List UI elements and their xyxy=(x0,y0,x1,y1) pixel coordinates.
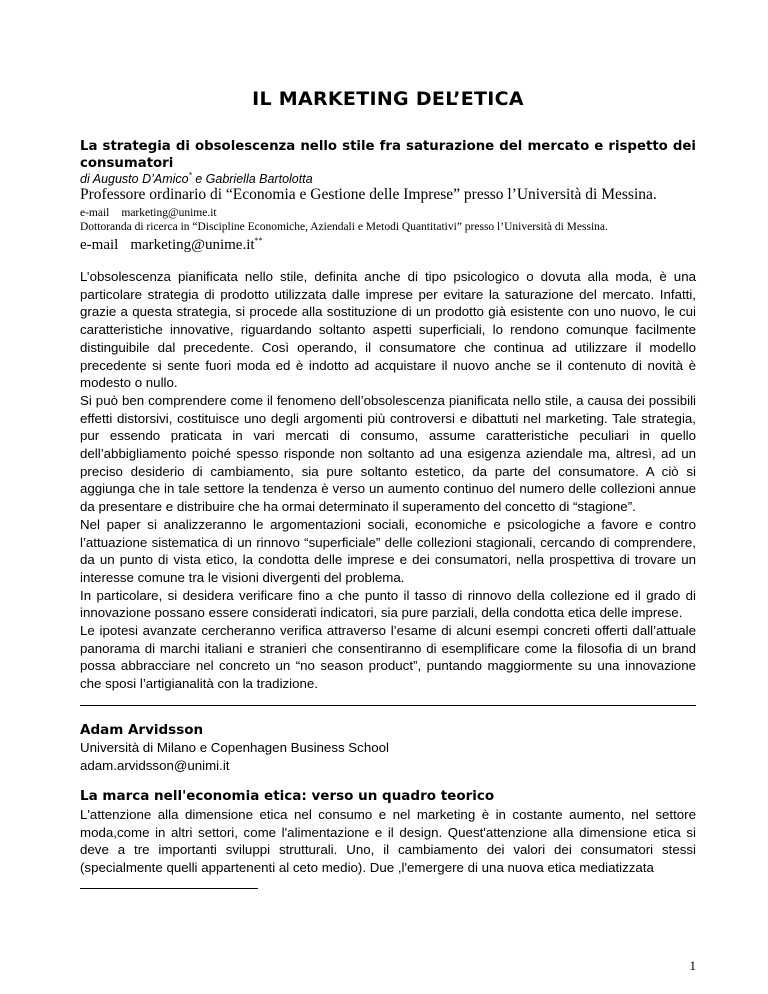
authors-first: di Augusto D’Amico xyxy=(80,172,189,187)
section-title: La marca nell'economia etica: verso un quadro teorico xyxy=(80,788,495,804)
footnote-marker-1: * xyxy=(188,171,192,180)
affiliation-1: Professore ordinario di “Economia e Gestione delle Imprese” presso l’Università di Messina. xyxy=(80,186,657,203)
abstract-paragraph: Le ipotesi avanzate cercheranno verifica attraverso l’esame di alcuni esempi concreti offerti dall’attuale panorama di marchi italiani e stranieri che consentiranno di esemplificare come la filosofia di un brand possa abbracciare nel concreto un “no season product”, puntando maggiormente su una innovazione che sposi l’artigianalità con la tradizione. xyxy=(80,623,696,692)
section-body: L'attenzione alla dimensione etica nel consumo e nel marketing è in costante aumento, nel settore moda,come in altri settori, come l'alimentazione e il design. Quest'attenzione alla dimensione etica si deve a tre importanti sviluppi strutturali. Uno, il cambiamento dei valori dei consumatori stessi (specialmente quelli appartenenti al ceto medio). Due ,l'emergere di una nuova etica mediatizzata xyxy=(80,807,696,876)
abstract-paragraph: In particolare, si desidera verificare fino a che punto il tasso di rinnovo della collezione ed il grado di innovazione possano essere considerati indicatori, sia pure parziali, della condotta etica delle imprese. xyxy=(80,587,696,621)
paper-subtitle: La strategia di obsolescenza nello stile fra saturazione del mercato e rispetto dei consumatori xyxy=(80,139,696,171)
second-author-email[interactable]: adam.arvidsson@unimi.it xyxy=(80,758,230,773)
email-value-2[interactable]: marketing@unime.it xyxy=(130,237,255,253)
abstract-paragraph: L’obsolescenza pianificata nello stile, definita anche di tipo psicologico o dovuta alla moda, è una particolare strategia di prodotto utilizzata dalle imprese per evitare la saturazione del mercato. Infatti, grazie a questa strategia, si procede alla sostituzione di un prodotto già esistente con uno nuovo, le cui caratteristiche innovative, riguardando soltanto aspetti superficiali, lo rendono comunque facilmente distinguibile dal precedente. Così operando, il consumatore che continua ad utilizzare il modello precedente si sente fuori moda ed è indotto ad acquistare il nuovo anche se il contenuto di novità è modesto o nullo. xyxy=(80,269,696,391)
email-line-1 xyxy=(80,207,217,219)
abstract xyxy=(80,268,696,693)
email-label-2: e-mail xyxy=(80,237,119,253)
page-number: 1 xyxy=(689,958,696,973)
affiliation-2: Dottoranda di ricerca in “Discipline Economiche, Aziendali e Metodi Quantitativi” presso l’Università di Messina. xyxy=(80,221,608,233)
document-title: IL MARKETING DEL’ETICA xyxy=(252,88,524,110)
second-author-university: Università di Milano e Copenhagen Business School xyxy=(80,740,389,755)
abstract-paragraph: Si può ben comprendere come il fenomeno dell’obsolescenza pianificata nello stile, a causa dei possibili effetti distorsivi, costituisce uno degli argomenti più controversi e dibattuti nel marketing. Tale strategia, pur essendo praticata in vari mercati di consumo, assume caratteristiche peculiari in quello dell’abbigliamento poiché spesso risponde non soltanto ad una esigenza aziendale ma, altresì, ad un preciso desiderio di cambiamento, sia pure soltanto estetico, da parte del consumatore. A ciò si aggiunga che in tale settore la tendenza è verso un aumento continuo del numero delle collezioni annue da presentare e distribuire che ha ormai determinato il superamento del concetto di “stagione”. xyxy=(80,392,696,515)
email-line-2 xyxy=(80,236,263,254)
authors-line xyxy=(80,171,313,186)
footnote-separator xyxy=(80,888,258,889)
authors-second: e Gabriella Bartolotta xyxy=(191,172,313,187)
footnote-marker-2: ** xyxy=(254,236,263,245)
email-label-1: e-mail xyxy=(80,207,110,219)
section-divider xyxy=(80,705,696,706)
document-page xyxy=(80,0,696,994)
abstract-paragraph: Nel paper si analizzeranno le argomentazioni sociali, economiche e psicologiche a favore e contro l’attuazione sistematica di un rinnovo “superficiale” delle collezioni stagionali, cercando di comprendere, da un punto di vista etico, la condotta delle imprese e dei consumatori, nella prospettiva di trovare un interesse comune tra le visioni divergenti del problema. xyxy=(80,516,696,585)
second-author-name: Adam Arvidsson xyxy=(80,722,204,738)
email-value-1[interactable]: marketing@unime.it xyxy=(121,207,217,219)
